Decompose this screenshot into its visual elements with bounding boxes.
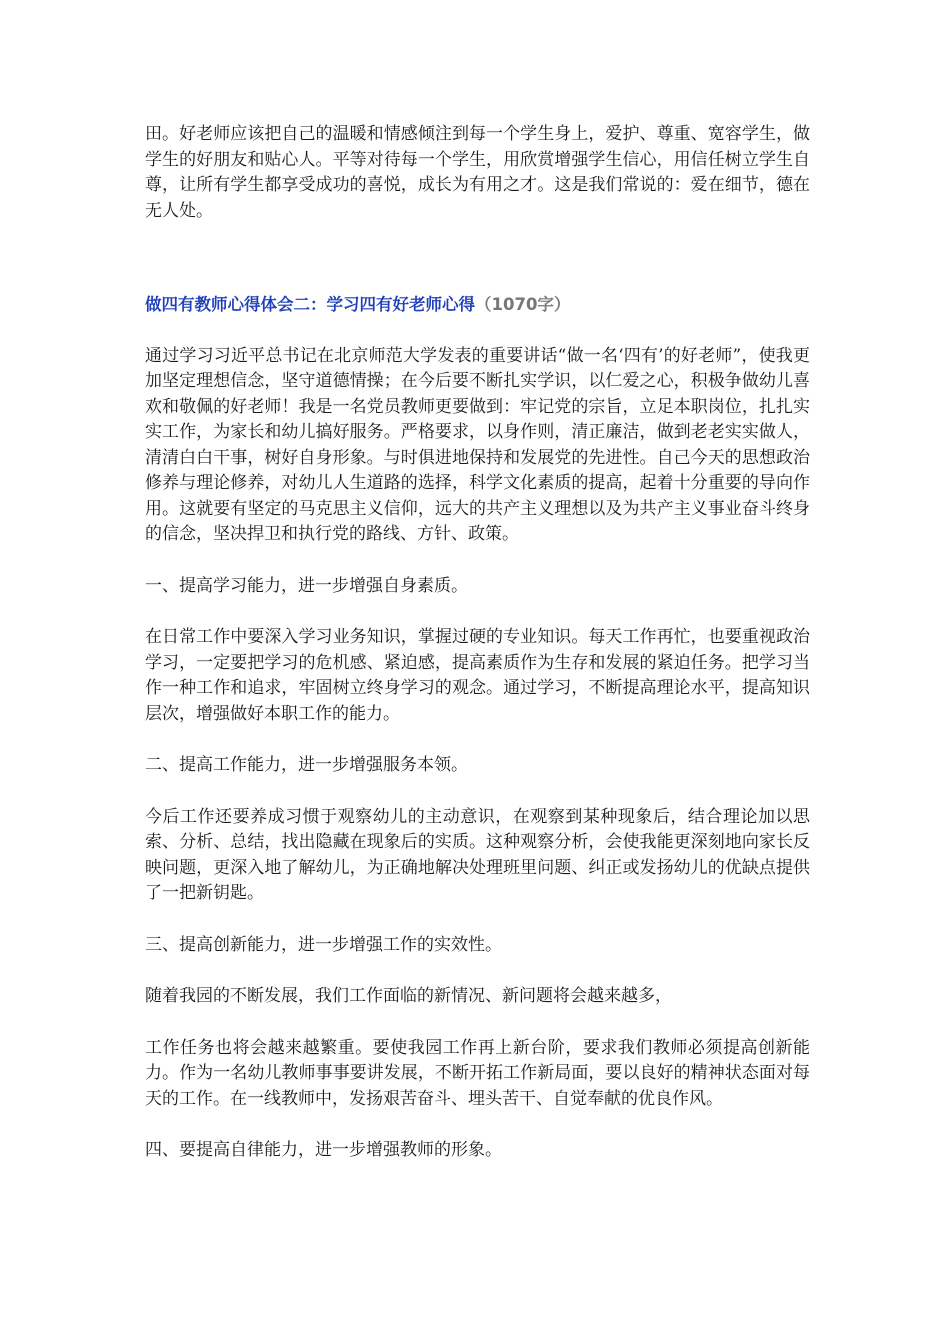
paragraph-innovation-lead: 随着我园的不断发展，我们工作面临的新情况、新问题将会越来越多， — [145, 986, 672, 1006]
subheading-work-ability: 二、提高工作能力，进一步增强服务本领。 — [145, 755, 468, 775]
document-page — [145, 122, 810, 1164]
paragraph-work-ability: 今后工作还要养成习惯于观察幼儿的主动意识，在观察到某种现象后，结合理论加以思索、分析、总结，找出隐藏在现象后的实质。这种观察分析，会使我能更深刻地向家长反映问题，更深入地了解幼儿，为正确地解决处理班里问题、纠正或发扬幼儿的优缺点提供了一把新钥匙。 — [145, 806, 810, 903]
subheading-innovation-ability: 三、提高创新能力，进一步增强工作的实效性。 — [145, 934, 502, 955]
paragraph-learning-ability: 在日常工作中要深入学习业务知识，掌握过硬的专业知识。每天工作再忙，也要重视政治学习，一定要把学习的危机感、紧迫感，提高素质作为生存和发展的紧迫任务。把学习当作一种工作和追求，牢固树立终身学习的观念。通过学习，不断提高理论水平，提高知识层次，增强做好本职工作的能力。 — [145, 627, 810, 724]
subheading-learning-ability: 一、提高学习能力，进一步增强自身素质。 — [145, 575, 468, 596]
section-heading-title: 做四有教师心得体会二：学习四有好老师心得 — [145, 295, 475, 314]
section-heading-word-count: （1070字） — [475, 295, 571, 314]
paragraph-intro-speech: 通过学习习近平总书记在北京师范大学发表的重要讲话“做一名‘四有’的好老师”，使我更加坚定理想信念，坚守道德情操；在今后要不断扎实学识，以仁爱之心，积极争做幼儿喜欢和敬佩的好老师！我是一名党员教师更要做到：牢记党的宗旨，立足本职岗位，扎扎实实工作，为家长和幼儿搞好服务。严格要求，以身作则，清正廉洁，做到老老实实做人，清清白白干事，树好自身形象。与时俱进地保持和发展党的先进性。自己今天的思想政治修养与理论修养，对幼儿人生道路的选择，科学文化素质的提高，起着十分重要的导向作用。这就要有坚定的马克思主义信仰，远大的共产主义理想以及为共产主义事业奋斗终身的信念，坚决捍卫和执行党的路线、方针、政策。 — [145, 345, 810, 544]
section-heading — [145, 292, 810, 318]
subheading-self-discipline: 四、要提高自律能力，进一步增强教师的形象。 — [145, 1140, 502, 1160]
intro-paragraph: 田。好老师应该把自己的温暖和情感倾注到每一个学生身上，爱护、尊重、宽容学生，做学生的好朋友和贴心人。平等对待每一个学生，用欣赏增强学生信心，用信任树立学生自尊，让所有学生都享受成功的喜悦，成长为有用之才。这是我们常说的：爱在细节，德在无人处。 — [145, 124, 810, 221]
paragraph-innovation-ability: 工作任务也将会越来越繁重。要使我园工作再上新台阶，要求我们教师必须提高创新能力。作为一名幼儿教师事事要讲发展，不断开拓工作新局面，要以良好的精神状态面对每天的工作。在一线教师中，发扬艰苦奋斗、埋头苦干、自觉奉献的优良作风。 — [145, 1037, 810, 1109]
